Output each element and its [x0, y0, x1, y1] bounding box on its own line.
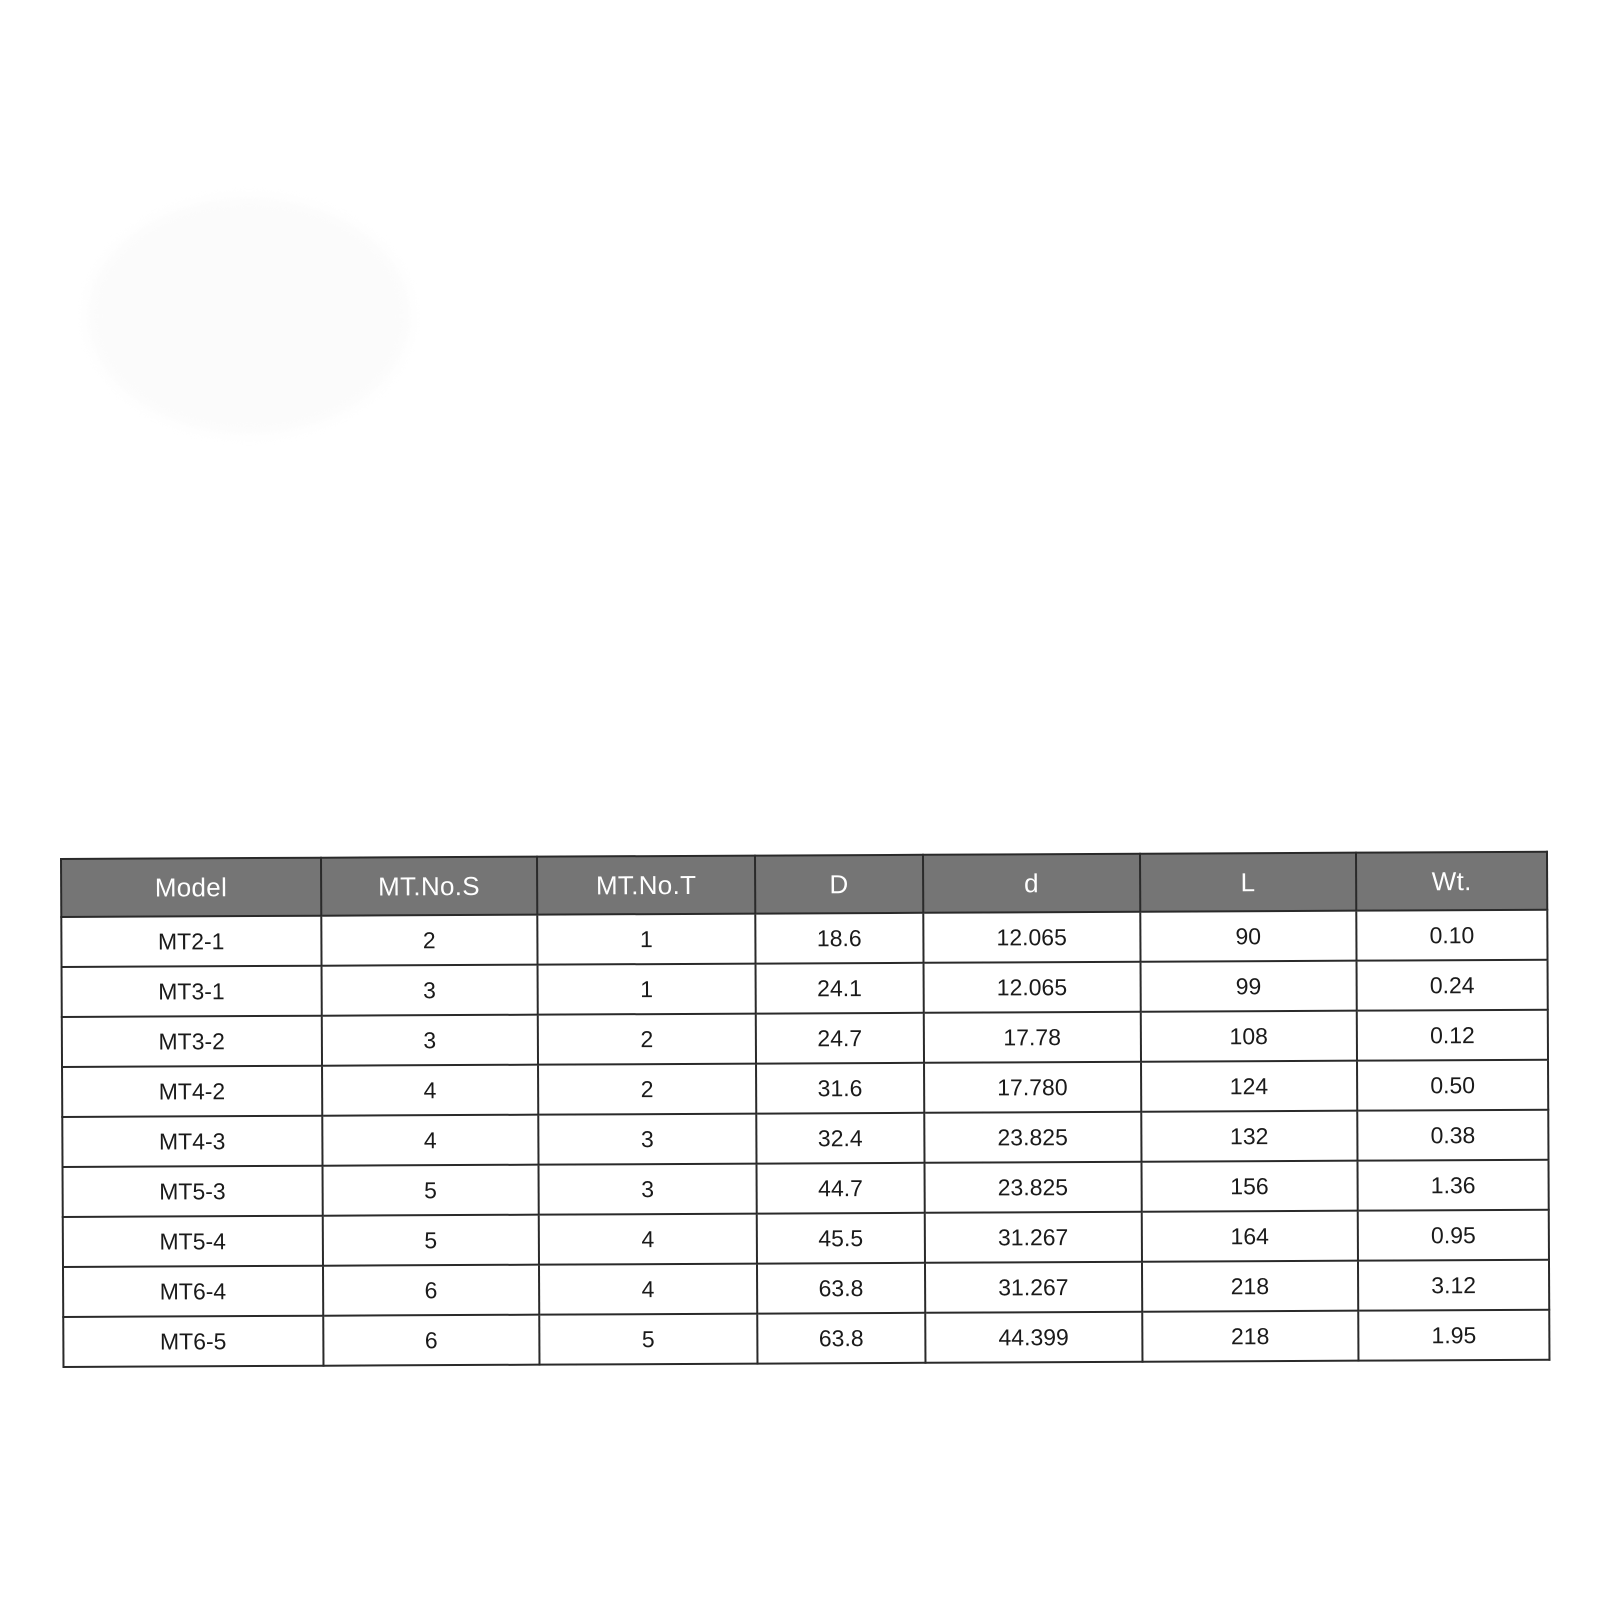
- cell-mt-no-s: 4: [322, 1115, 539, 1166]
- background-blur-shape: [88, 198, 410, 434]
- cell-wt: 0.10: [1356, 910, 1547, 961]
- cell-wt: 1.95: [1358, 1310, 1549, 1361]
- cell-mt-no-t: 4: [539, 1264, 757, 1315]
- cell-model: MT3-1: [62, 966, 322, 1017]
- cell-L: 218: [1142, 1261, 1359, 1312]
- table-row: [63, 1260, 1549, 1317]
- cell-d: 17.780: [924, 1062, 1141, 1113]
- cell-D: 32.4: [756, 1113, 925, 1164]
- cell-mt-no-t: 3: [539, 1164, 757, 1215]
- cell-d: 12.065: [924, 962, 1141, 1013]
- column-header-L: L: [1140, 853, 1357, 912]
- table-row: [61, 910, 1547, 967]
- cell-model: MT4-2: [62, 1066, 322, 1117]
- column-header-D: D: [755, 855, 924, 914]
- table-row: [62, 1110, 1548, 1167]
- table-row: [62, 1060, 1548, 1117]
- cell-D: 63.8: [757, 1263, 926, 1314]
- cell-mt-no-t: 1: [537, 914, 755, 965]
- table-row: [63, 1210, 1549, 1267]
- cell-wt: 0.24: [1357, 960, 1548, 1011]
- cell-mt-no-t: 3: [538, 1114, 756, 1165]
- cell-mt-no-s: 6: [323, 1315, 540, 1366]
- cell-D: 24.1: [755, 963, 924, 1014]
- cell-model: MT2-1: [61, 916, 321, 967]
- cell-D: 31.6: [756, 1063, 925, 1114]
- cell-d: 31.267: [925, 1262, 1142, 1313]
- cell-wt: 0.50: [1357, 1060, 1548, 1111]
- column-header-mt-no-t: MT.No.T: [537, 856, 755, 915]
- cell-mt-no-t: 2: [538, 1014, 756, 1065]
- table-row: [63, 1160, 1549, 1217]
- cell-d: 44.399: [925, 1312, 1142, 1363]
- cell-L: 132: [1141, 1111, 1358, 1162]
- cell-D: 18.6: [755, 913, 924, 964]
- cell-L: 156: [1141, 1161, 1358, 1212]
- cell-d: 31.267: [925, 1212, 1142, 1263]
- cell-L: 218: [1142, 1311, 1359, 1362]
- cell-model: MT6-4: [63, 1266, 323, 1317]
- cell-wt: 0.12: [1357, 1010, 1548, 1061]
- cell-mt-no-t: 5: [539, 1314, 757, 1365]
- cell-D: 63.8: [757, 1313, 926, 1364]
- cell-d: 12.065: [923, 912, 1140, 963]
- column-header-mt-no-s: MT.No.S: [321, 857, 538, 916]
- cell-mt-no-s: 6: [323, 1265, 540, 1316]
- cell-model: MT5-3: [63, 1166, 323, 1217]
- cell-L: 124: [1141, 1061, 1358, 1112]
- cell-D: 44.7: [756, 1163, 925, 1214]
- cell-mt-no-t: 4: [539, 1214, 757, 1265]
- cell-mt-no-s: 3: [321, 1015, 538, 1066]
- cell-L: 90: [1140, 911, 1357, 962]
- table-row: [63, 1310, 1549, 1367]
- table-row: [62, 1010, 1548, 1067]
- cell-model: MT5-4: [63, 1216, 323, 1267]
- cell-mt-no-s: 2: [321, 915, 538, 966]
- table-row: [62, 960, 1548, 1017]
- cell-wt: 0.38: [1357, 1110, 1548, 1161]
- cell-mt-no-s: 3: [321, 965, 538, 1016]
- cell-model: MT3-2: [62, 1016, 322, 1067]
- cell-mt-no-s: 5: [322, 1215, 539, 1266]
- cell-wt: 0.95: [1358, 1210, 1549, 1261]
- cell-L: 99: [1140, 961, 1357, 1012]
- cell-D: 24.7: [755, 1013, 924, 1064]
- cell-model: MT4-3: [62, 1116, 322, 1167]
- cell-L: 164: [1141, 1211, 1358, 1262]
- cell-d: 23.825: [924, 1112, 1141, 1163]
- column-header-model: Model: [61, 858, 321, 917]
- header-row: [61, 852, 1547, 917]
- cell-mt-no-s: 5: [322, 1165, 539, 1216]
- cell-D: 45.5: [756, 1213, 925, 1264]
- cell-mt-no-t: 2: [538, 1064, 756, 1115]
- cell-L: 108: [1140, 1011, 1357, 1062]
- specification-table: [60, 851, 1550, 1368]
- column-header-wt: Wt.: [1356, 852, 1547, 911]
- cell-wt: 3.12: [1358, 1260, 1549, 1311]
- cell-d: 17.78: [924, 1012, 1141, 1063]
- cell-mt-no-s: 4: [322, 1065, 539, 1116]
- column-header-d: d: [923, 854, 1140, 913]
- cell-mt-no-t: 1: [538, 964, 756, 1015]
- cell-model: MT6-5: [63, 1316, 323, 1367]
- cell-d: 23.825: [925, 1162, 1142, 1213]
- cell-wt: 1.36: [1358, 1160, 1549, 1211]
